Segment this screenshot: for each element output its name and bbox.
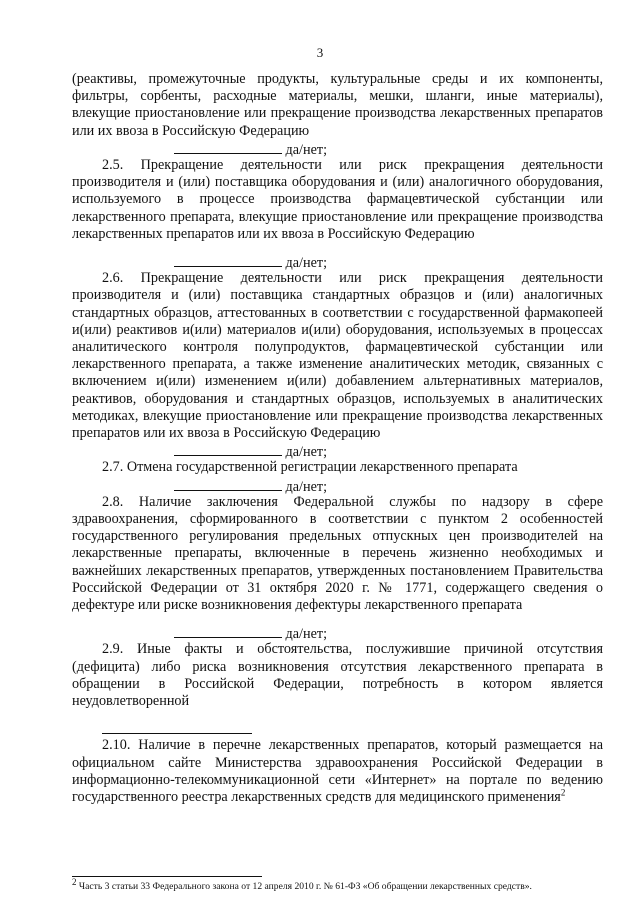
- answer-label: да/нет;: [285, 478, 328, 495]
- answer-line-2-8: [174, 624, 603, 641]
- answer-label: да/нет;: [285, 255, 328, 272]
- answer-blank: [174, 442, 282, 456]
- item-2-5: 2.5. Прекращение деятельности или риск прекращения деятельности производителя и (или) поставщика оборудования и (или) аналогичного оборудования, используемого в процессе производства фармацевтической субстанции или лекарственного препарата, влекущие приостановление или прекращение производства лекарственных препаратов или их ввоза в Российскую Федерацию: [72, 157, 603, 242]
- page-number: 3: [316, 45, 324, 60]
- answer-line-2-5: [174, 253, 603, 270]
- footnote-ref: 2: [560, 787, 566, 798]
- answer-label: да/нет;: [285, 626, 328, 643]
- answer-line-2-7: [174, 477, 603, 494]
- answer-blank: [174, 253, 282, 267]
- answer-blank: [174, 624, 282, 638]
- item-2-10: [72, 737, 603, 806]
- answer-line-2-6: [174, 442, 603, 459]
- item-2-9: 2.9. Иные факты и обстоятельства, послужившие причиной отсутствия (дефицита) либо риска возникновения отсутствия лекарственного препарата в обращении в Российской Федерации, потребность в котором является неудовлетворенной: [72, 641, 603, 710]
- answer-line-2-9: [102, 720, 603, 737]
- footnote-mark: 2: [72, 876, 77, 887]
- item-2-8: 2.8. Наличие заключения Федеральной службы по надзору в сфере здравоохранения, сформированного в соответствии с пунктом 2 особенностей государственного регулирования предельных отпускных цен производителей на лекарственные препараты, включенные в перечень жизненно необходимых и важнейших лекарственных препаратов, утвержденных постановлением Правительства Российской Федерации от 31 октября 2020 г. № 1771, содержащего сведения о дефектуре или риске возникновения дефектуры лекарственного препарата: [72, 493, 603, 614]
- answer-line-1: [174, 140, 603, 157]
- item-2-6: 2.6. Прекращение деятельности или риск прекращения деятельности производителя и (или) поставщика стандартных образцов и (или) аналогичных стандартных образцов, аттестованных в соответствии с государственной фармакопеей и(или) реактивов и(или) материалов и(или) оборудования, используемых в процессах аналитического контроля полупродуктов, фармацевтической субстанции или лекарственного препарата, а также изменение аналитических методик, связанных с включением и(или) изменением и(или) добавлением альтернативных материалов, реактивов, оборудования и стандартных образцов, используемых в аналитических методиках, влекущие приостановление или прекращение производства лекарственных препаратов или их ввоза в Российскую Федерацию: [72, 270, 603, 442]
- answer-blank: [174, 140, 282, 154]
- document-body: [72, 71, 603, 806]
- answer-blank: [102, 720, 252, 734]
- answer-label: да/нет;: [285, 141, 328, 158]
- footnote: [72, 876, 612, 893]
- footnote-separator: [72, 876, 262, 877]
- item-2-7: 2.7. Отмена государственной регистрации лекарственного препарата: [102, 459, 518, 476]
- footnote-text: Часть 3 статьи 33 Федерального закона от 12 апреля 2010 г. № 61-ФЗ «Об обращении лекарственных средств».: [78, 881, 532, 892]
- answer-blank: [174, 477, 282, 491]
- intro-paragraph: (реактивы, промежуточные продукты, культуральные среды и их компоненты, фильтры, сорбенты, расходные материалы, мешки, шланги, иные материалы), влекущие приостановление или прекращение производства лекарственных препаратов или их ввоза в Российскую Федерацию: [72, 71, 603, 139]
- answer-label: да/нет;: [285, 444, 328, 461]
- item-2-10-text: 2.10. Наличие в перечне лекарственных препаратов, который размещается на официальном сайте Министерства здравоохранения Российской Федерации в информационно-телекоммуникационной сети «Интернет» на портале по ведению государственного реестра лекарственных средств для медицинского применения: [72, 737, 603, 806]
